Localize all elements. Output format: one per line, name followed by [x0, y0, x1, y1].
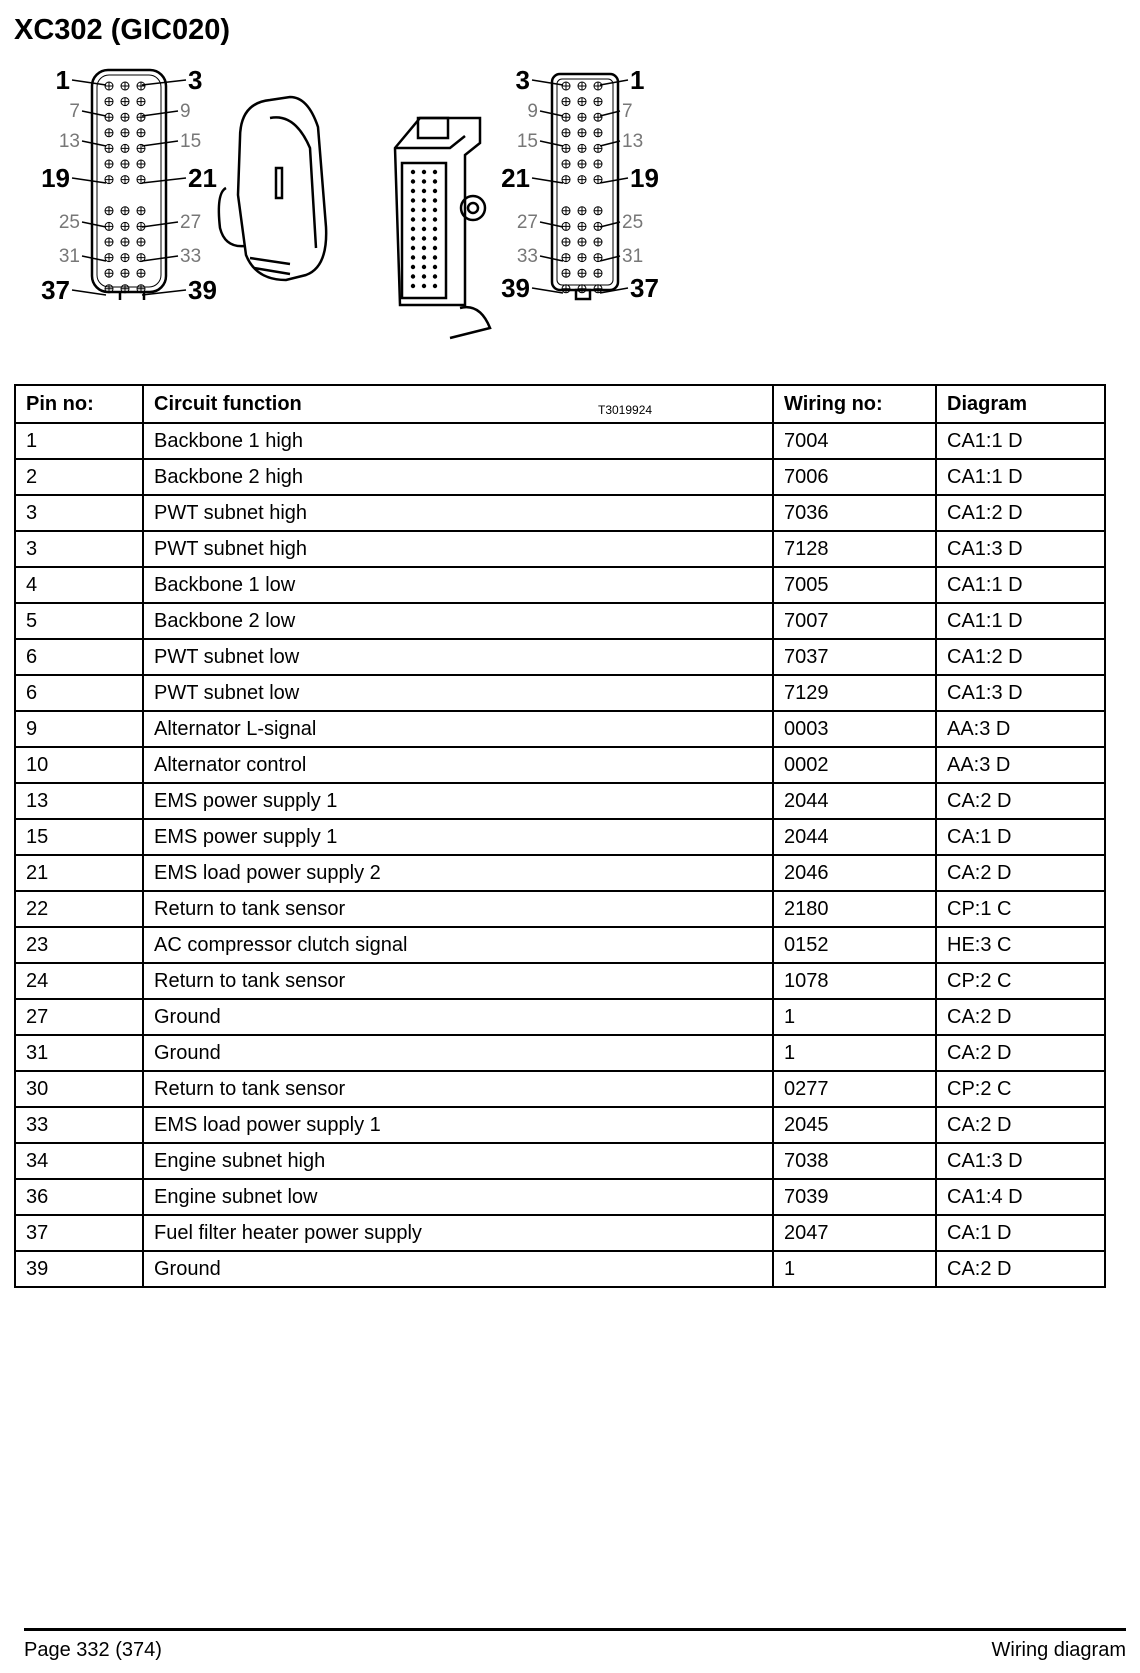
table-header-row — [15, 385, 1105, 423]
pin-number: 1 — [15, 423, 143, 459]
pin-dot — [433, 170, 437, 174]
pin-label: 33 — [516, 246, 538, 267]
page-title: XC302 (GIC020) — [14, 14, 230, 46]
pin-label: 1 — [55, 65, 70, 95]
pin-dot — [433, 198, 437, 202]
wiring-number: 2047 — [773, 1215, 936, 1251]
perspective-pin-grid — [411, 170, 437, 288]
table-row — [15, 999, 1105, 1035]
pin-dot — [422, 179, 426, 183]
header-pin-no: Pin no: — [15, 385, 143, 423]
diagram-ref: CA:2 D — [936, 999, 1105, 1035]
circuit-function: Ground — [143, 1035, 773, 1071]
wiring-number: 1 — [773, 1035, 936, 1071]
leader-line — [532, 178, 563, 183]
wiring-number: 7129 — [773, 675, 936, 711]
pin-dot — [422, 236, 426, 240]
pin-label: 25 — [58, 212, 80, 233]
circuit-function: Alternator control — [143, 747, 773, 783]
circuit-function: PWT subnet low — [143, 675, 773, 711]
pin-label: 3 — [188, 65, 203, 95]
table-row — [15, 567, 1105, 603]
diagram-ref: CP:2 C — [936, 963, 1105, 999]
table-row — [15, 423, 1105, 459]
diagram-ref: CA:2 D — [936, 1107, 1105, 1143]
table-row — [15, 1035, 1105, 1071]
pin-dot — [411, 274, 415, 278]
diagram-ref: AA:3 D — [936, 747, 1105, 783]
pin-number: 21 — [15, 855, 143, 891]
circuit-function: Engine subnet high — [143, 1143, 773, 1179]
table-row — [15, 675, 1105, 711]
diagram-ref: CA1:3 D — [936, 531, 1105, 567]
pin-dot — [422, 170, 426, 174]
pin-label: 37 — [630, 273, 659, 303]
pin-dot — [422, 246, 426, 250]
diagram-ref: CA:2 D — [936, 1251, 1105, 1287]
pin-number: 23 — [15, 927, 143, 963]
pin-label: 3 — [515, 65, 530, 95]
pin-dot — [411, 227, 415, 231]
pin-number: 4 — [15, 567, 143, 603]
pin-number: 6 — [15, 639, 143, 675]
pin-label: 1 — [630, 65, 645, 95]
pin-dot — [411, 255, 415, 259]
pin-dot — [422, 217, 426, 221]
left-connector-pins — [105, 82, 145, 293]
pin-dot — [422, 265, 426, 269]
table-row — [15, 1215, 1105, 1251]
table-row — [15, 531, 1105, 567]
pin-number: 15 — [15, 819, 143, 855]
leader-line — [142, 178, 186, 183]
diagram-ref: HE:3 C — [936, 927, 1105, 963]
pin-dot — [433, 217, 437, 221]
pin-dot — [433, 255, 437, 259]
wiring-number: 2044 — [773, 819, 936, 855]
leader-line — [72, 178, 106, 183]
pin-number: 31 — [15, 1035, 143, 1071]
wiring-number: 2046 — [773, 855, 936, 891]
diagram-ref: AA:3 D — [936, 711, 1105, 747]
pin-table — [14, 384, 1106, 1288]
right-connector-pins — [562, 82, 602, 293]
pin-number: 6 — [15, 675, 143, 711]
pin-dot — [433, 265, 437, 269]
wiring-number: 7007 — [773, 603, 936, 639]
circuit-function: EMS power supply 1 — [143, 783, 773, 819]
diagram-ref: CP:2 C — [936, 1071, 1105, 1107]
left-connector-face — [92, 70, 166, 300]
circuit-function: EMS load power supply 1 — [143, 1107, 773, 1143]
pin-label: 21 — [188, 163, 217, 193]
pin-label: 7 — [69, 101, 80, 122]
leader-line — [72, 80, 106, 85]
pin-label: 27 — [516, 212, 538, 233]
wiring-number: 1 — [773, 1251, 936, 1287]
pin-dot — [411, 265, 415, 269]
circuit-function: Backbone 1 low — [143, 567, 773, 603]
pin-label: 39 — [501, 273, 530, 303]
connector-side-view-icon — [219, 97, 326, 280]
header-diagram: Diagram — [936, 385, 1105, 423]
pin-number: 10 — [15, 747, 143, 783]
pin-number: 30 — [15, 1071, 143, 1107]
table-row — [15, 603, 1105, 639]
wiring-number: 1078 — [773, 963, 936, 999]
leader-line — [82, 222, 106, 227]
figure-id: T3019924 — [598, 403, 653, 417]
pin-dot — [411, 208, 415, 212]
pin-dot — [433, 236, 437, 240]
wiring-number: 1 — [773, 999, 936, 1035]
pin-dot — [422, 208, 426, 212]
wiring-number: 2044 — [773, 783, 936, 819]
table-row — [15, 855, 1105, 891]
table-row — [15, 783, 1105, 819]
pin-dot — [411, 236, 415, 240]
circuit-function: Ground — [143, 999, 773, 1035]
pin-label: 39 — [188, 275, 217, 305]
pin-label: 19 — [41, 163, 70, 193]
pin-dot — [411, 179, 415, 183]
pin-number: 3 — [15, 531, 143, 567]
diagram-ref: CA:1 D — [936, 819, 1105, 855]
pin-number: 37 — [15, 1215, 143, 1251]
leader-line — [82, 141, 106, 146]
wiring-number: 0152 — [773, 927, 936, 963]
pin-dot — [411, 170, 415, 174]
pin-dot — [411, 198, 415, 202]
wiring-number: 2045 — [773, 1107, 936, 1143]
pin-dot — [422, 198, 426, 202]
diagram-ref: CP:1 C — [936, 891, 1105, 927]
circuit-function: Return to tank sensor — [143, 891, 773, 927]
table-row — [15, 495, 1105, 531]
pin-label: 31 — [58, 246, 80, 267]
wiring-number: 7037 — [773, 639, 936, 675]
pin-dot — [433, 189, 437, 193]
wiring-number: 2180 — [773, 891, 936, 927]
pin-label: 13 — [58, 131, 80, 152]
diagram-ref: CA1:1 D — [936, 567, 1105, 603]
pin-dot — [433, 246, 437, 250]
wiring-number: 7005 — [773, 567, 936, 603]
pin-label: 9 — [180, 101, 191, 122]
diagram-ref: CA1:3 D — [936, 675, 1105, 711]
pin-number: 24 — [15, 963, 143, 999]
pin-number: 3 — [15, 495, 143, 531]
circuit-function: Backbone 1 high — [143, 423, 773, 459]
leader-line — [142, 111, 178, 116]
pin-number: 2 — [15, 459, 143, 495]
leader-line — [142, 222, 178, 227]
table-row — [15, 639, 1105, 675]
table-row — [15, 747, 1105, 783]
pin-dot — [422, 255, 426, 259]
diagram-ref: CA:2 D — [936, 855, 1105, 891]
diagram-ref: CA1:2 D — [936, 495, 1105, 531]
pin-label: 31 — [622, 246, 644, 267]
leader-line — [142, 141, 178, 146]
pin-number: 13 — [15, 783, 143, 819]
circuit-function: AC compressor clutch signal — [143, 927, 773, 963]
pin-label: 25 — [622, 212, 644, 233]
connector-perspective-view-icon — [395, 118, 490, 338]
wiring-number: 7036 — [773, 495, 936, 531]
pin-label: 19 — [630, 163, 659, 193]
circuit-function: Engine subnet low — [143, 1179, 773, 1215]
diagram-ref: CA1:1 D — [936, 459, 1105, 495]
diagram-ref: CA1:1 D — [936, 423, 1105, 459]
leader-line — [600, 80, 628, 85]
pin-dot — [411, 246, 415, 250]
diagram-ref: CA1:1 D — [936, 603, 1105, 639]
section-name: Wiring diagram — [991, 1639, 1126, 1661]
pin-label: 9 — [527, 101, 538, 122]
circuit-function: Backbone 2 high — [143, 459, 773, 495]
pin-dot — [422, 227, 426, 231]
leader-line — [142, 256, 178, 261]
circuit-function: Return to tank sensor — [143, 963, 773, 999]
pin-dot — [433, 227, 437, 231]
circuit-function: EMS load power supply 2 — [143, 855, 773, 891]
diagram-ref: CA1:3 D — [936, 1143, 1105, 1179]
leader-line — [82, 256, 106, 261]
pin-leader-lines — [72, 80, 628, 295]
pin-dot — [411, 189, 415, 193]
pin-label: 21 — [501, 163, 530, 193]
table-row — [15, 459, 1105, 495]
table-row — [15, 711, 1105, 747]
page-footer — [24, 1628, 1126, 1667]
pin-number: 22 — [15, 891, 143, 927]
pin-number: 36 — [15, 1179, 143, 1215]
table-row — [15, 1179, 1105, 1215]
table-row — [15, 1251, 1105, 1287]
pin-label: 15 — [516, 131, 538, 152]
circuit-function: PWT subnet low — [143, 639, 773, 675]
leader-line — [82, 111, 106, 116]
circuit-function: Alternator L-signal — [143, 711, 773, 747]
pin-label: 7 — [622, 101, 633, 122]
wiring-number: 7006 — [773, 459, 936, 495]
circuit-function: Ground — [143, 1251, 773, 1287]
wiring-number: 0002 — [773, 747, 936, 783]
pin-dot — [411, 284, 415, 288]
pin-label: 27 — [180, 212, 202, 233]
pin-label: 37 — [41, 275, 70, 305]
pin-dot — [433, 274, 437, 278]
pin-label: 15 — [180, 131, 202, 152]
pin-number: 33 — [15, 1107, 143, 1143]
pin-number: 34 — [15, 1143, 143, 1179]
pin-label: 13 — [622, 131, 644, 152]
table-row — [15, 891, 1105, 927]
pin-dot — [433, 208, 437, 212]
diagram-ref: CA:1 D — [936, 1215, 1105, 1251]
wiring-number: 7128 — [773, 531, 936, 567]
page-number: Page 332 (374) — [24, 1639, 162, 1661]
wiring-number: 0003 — [773, 711, 936, 747]
table-row — [15, 1143, 1105, 1179]
wiring-number: 0277 — [773, 1071, 936, 1107]
table-row — [15, 927, 1105, 963]
circuit-function: Backbone 2 low — [143, 603, 773, 639]
circuit-function: Fuel filter heater power supply — [143, 1215, 773, 1251]
header-circuit-function: Circuit function — [143, 385, 773, 423]
diagram-ref: CA:2 D — [936, 783, 1105, 819]
table-row — [15, 1071, 1105, 1107]
header-wiring-no: Wiring no: — [773, 385, 936, 423]
pin-number: 9 — [15, 711, 143, 747]
leader-line — [600, 178, 628, 183]
table-row — [15, 1107, 1105, 1143]
pin-label: 33 — [180, 246, 202, 267]
diagram-ref: CA:2 D — [936, 1035, 1105, 1071]
pin-number: 5 — [15, 603, 143, 639]
wiring-number: 7038 — [773, 1143, 936, 1179]
wiring-number: 7004 — [773, 423, 936, 459]
circuit-function: EMS power supply 1 — [143, 819, 773, 855]
table-row — [15, 963, 1105, 999]
pin-number: 39 — [15, 1251, 143, 1287]
pin-dot — [411, 217, 415, 221]
diagram-ref: CA1:4 D — [936, 1179, 1105, 1215]
pin-number: 27 — [15, 999, 143, 1035]
pin-dot — [433, 179, 437, 183]
pin-dot — [422, 284, 426, 288]
pin-dot — [422, 274, 426, 278]
connector-drawing — [0, 58, 700, 348]
table-row — [15, 819, 1105, 855]
right-connector-face — [552, 74, 618, 299]
pin-dot — [433, 284, 437, 288]
diagram-ref: CA1:2 D — [936, 639, 1105, 675]
wiring-number: 7039 — [773, 1179, 936, 1215]
circuit-function: Return to tank sensor — [143, 1071, 773, 1107]
circuit-function: PWT subnet high — [143, 495, 773, 531]
circuit-function: PWT subnet high — [143, 531, 773, 567]
pin-dot — [422, 189, 426, 193]
